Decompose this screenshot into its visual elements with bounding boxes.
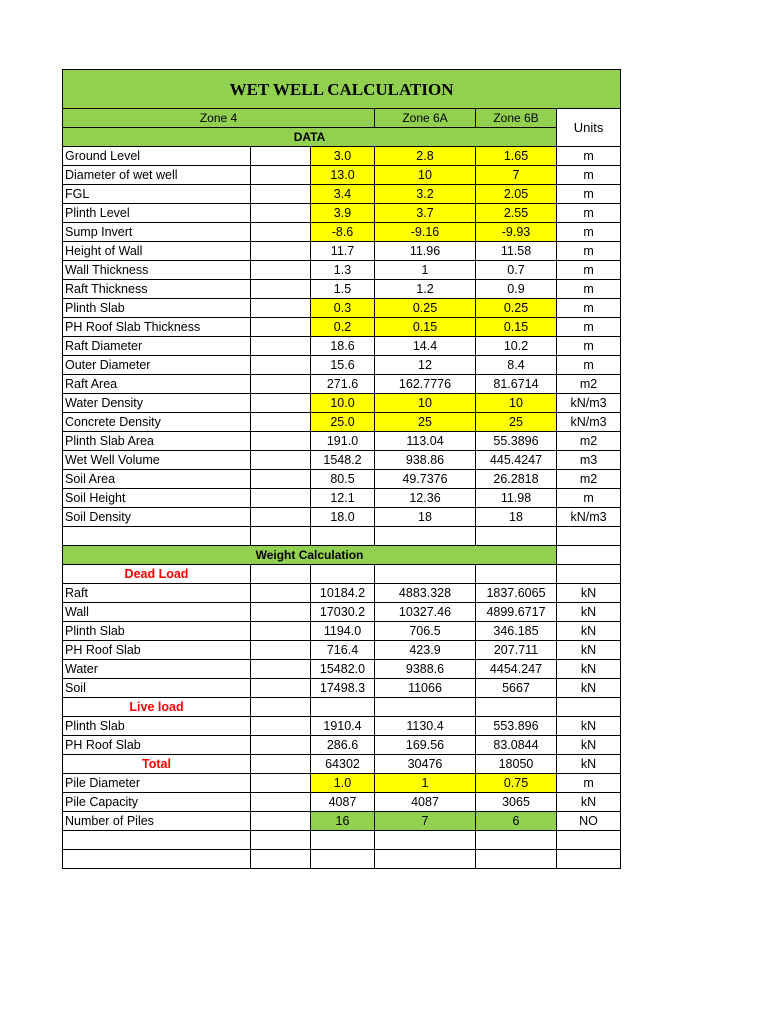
zone-6b-value: 7 bbox=[476, 166, 557, 185]
zone-4-value: 0.2 bbox=[311, 318, 375, 337]
unit-cell: kN bbox=[557, 641, 621, 660]
zone-4-value: 10.0 bbox=[311, 394, 375, 413]
blank-cell bbox=[251, 204, 311, 223]
blank-cell bbox=[251, 660, 311, 679]
zone-6b-value: 0.75 bbox=[476, 774, 557, 793]
data-row bbox=[63, 166, 621, 185]
zone-6b-value: 8.4 bbox=[476, 356, 557, 375]
zone-4-value: -8.6 bbox=[311, 223, 375, 242]
zone-4-value: 1.0 bbox=[311, 774, 375, 793]
zone-4-value: 15482.0 bbox=[311, 660, 375, 679]
zone-4-value: 3.4 bbox=[311, 185, 375, 204]
blank-cell bbox=[251, 166, 311, 185]
zone-6a-value: 11.96 bbox=[375, 242, 476, 261]
zone-4-value: 13.0 bbox=[311, 166, 375, 185]
total-row bbox=[63, 755, 621, 774]
row-label: Soil Area bbox=[63, 470, 251, 489]
blank-cell bbox=[63, 831, 251, 850]
zone-4-value: 1.5 bbox=[311, 280, 375, 299]
blank-cell bbox=[251, 622, 311, 641]
zone-6b-header: Zone 6B bbox=[476, 109, 557, 128]
zone-6a-value: 11066 bbox=[375, 679, 476, 698]
row-label: Plinth Slab bbox=[63, 717, 251, 736]
total-label: Total bbox=[63, 755, 251, 774]
row-label: Water bbox=[63, 660, 251, 679]
blank-cell bbox=[557, 527, 621, 546]
zone-6a-header: Zone 6A bbox=[375, 109, 476, 128]
row-label: Plinth Level bbox=[63, 204, 251, 223]
blank-cell bbox=[251, 584, 311, 603]
row-label: Soil Density bbox=[63, 508, 251, 527]
zone-4-value: 10184.2 bbox=[311, 584, 375, 603]
blank-cell bbox=[251, 755, 311, 774]
zone-6a-value: 12.36 bbox=[375, 489, 476, 508]
wet-well-calculation-table bbox=[62, 69, 621, 869]
data-row bbox=[63, 318, 621, 337]
dead-load-item bbox=[63, 679, 621, 698]
zone-6b-value: 0.7 bbox=[476, 261, 557, 280]
unit-cell: m bbox=[557, 223, 621, 242]
data-row bbox=[63, 337, 621, 356]
data-section-header: DATA bbox=[63, 128, 557, 147]
blank-row bbox=[63, 831, 621, 850]
total-zone-6b: 18050 bbox=[476, 755, 557, 774]
spacer-row bbox=[63, 527, 621, 546]
zone-6a-value: 10327.46 bbox=[375, 603, 476, 622]
data-row bbox=[63, 470, 621, 489]
zone-4-value: 12.1 bbox=[311, 489, 375, 508]
zone-6a-value: 162.7776 bbox=[375, 375, 476, 394]
data-row bbox=[63, 147, 621, 166]
pile-row bbox=[63, 793, 621, 812]
blank-cell bbox=[557, 831, 621, 850]
zone-6a-value: 4883.328 bbox=[375, 584, 476, 603]
zone-4-value: 271.6 bbox=[311, 375, 375, 394]
blank-cell bbox=[251, 717, 311, 736]
live-load-row bbox=[63, 698, 621, 717]
unit-cell: m bbox=[557, 299, 621, 318]
blank-cell bbox=[251, 185, 311, 204]
total-unit: kN bbox=[557, 755, 621, 774]
row-label: PH Roof Slab bbox=[63, 641, 251, 660]
blank-cell bbox=[251, 489, 311, 508]
zone-6a-value: 169.56 bbox=[375, 736, 476, 755]
blank-cell bbox=[311, 831, 375, 850]
row-label: Diameter of wet well bbox=[63, 166, 251, 185]
blank-cell bbox=[63, 850, 251, 869]
zone-6a-value: 2.8 bbox=[375, 147, 476, 166]
zone-6b-value: 18 bbox=[476, 508, 557, 527]
blank-row bbox=[63, 850, 621, 869]
row-label: Water Density bbox=[63, 394, 251, 413]
row-label: Outer Diameter bbox=[63, 356, 251, 375]
data-row bbox=[63, 394, 621, 413]
blank-cell bbox=[63, 527, 251, 546]
blank-cell bbox=[251, 698, 311, 717]
row-label: Wall Thickness bbox=[63, 261, 251, 280]
zone-6b-value: 10 bbox=[476, 394, 557, 413]
row-label: Number of Piles bbox=[63, 812, 251, 831]
zone-6b-value: 4899.6717 bbox=[476, 603, 557, 622]
blank-cell bbox=[251, 603, 311, 622]
zone-6b-value: 207.711 bbox=[476, 641, 557, 660]
unit-cell: kN bbox=[557, 736, 621, 755]
row-label: Soil Height bbox=[63, 489, 251, 508]
row-label: Concrete Density bbox=[63, 413, 251, 432]
zone-4-value: 18.6 bbox=[311, 337, 375, 356]
data-row bbox=[63, 223, 621, 242]
data-row bbox=[63, 375, 621, 394]
unit-cell: kN/m3 bbox=[557, 413, 621, 432]
zone-4-value: 3.0 bbox=[311, 147, 375, 166]
unit-cell: m bbox=[557, 280, 621, 299]
blank-cell bbox=[311, 698, 375, 717]
total-zone-4: 64302 bbox=[311, 755, 375, 774]
zone-6a-value: 1.2 bbox=[375, 280, 476, 299]
zone-6b-value: 1837.6065 bbox=[476, 584, 557, 603]
blank-cell bbox=[311, 850, 375, 869]
zone-6b-value: 346.185 bbox=[476, 622, 557, 641]
zone-6a-value: 4087 bbox=[375, 793, 476, 812]
sheet-title: WET WELL CALCULATION bbox=[63, 70, 621, 109]
total-zone-6a: 30476 bbox=[375, 755, 476, 774]
dead-load-item bbox=[63, 641, 621, 660]
weight-section-header: Weight Calculation bbox=[63, 546, 557, 565]
row-label: FGL bbox=[63, 185, 251, 204]
blank-cell bbox=[557, 546, 621, 565]
unit-cell: kN bbox=[557, 584, 621, 603]
unit-cell: m bbox=[557, 204, 621, 223]
zone-4-value: 17030.2 bbox=[311, 603, 375, 622]
zone-6b-value: 553.896 bbox=[476, 717, 557, 736]
pile-row bbox=[63, 774, 621, 793]
unit-cell: m bbox=[557, 166, 621, 185]
zone-6b-value: 4454.247 bbox=[476, 660, 557, 679]
zone-6b-value: 11.98 bbox=[476, 489, 557, 508]
live-load-item bbox=[63, 736, 621, 755]
unit-cell: kN bbox=[557, 603, 621, 622]
blank-cell bbox=[375, 698, 476, 717]
data-row bbox=[63, 508, 621, 527]
zone-4-value: 25.0 bbox=[311, 413, 375, 432]
unit-cell: m2 bbox=[557, 432, 621, 451]
data-row bbox=[63, 432, 621, 451]
zone-4-value: 191.0 bbox=[311, 432, 375, 451]
blank-cell bbox=[251, 527, 311, 546]
row-label: PH Roof Slab bbox=[63, 736, 251, 755]
zone-6b-value: 2.55 bbox=[476, 204, 557, 223]
zone-4-value: 1910.4 bbox=[311, 717, 375, 736]
weight-section-header-row bbox=[63, 546, 621, 565]
blank-cell bbox=[251, 432, 311, 451]
row-label: Plinth Slab Area bbox=[63, 432, 251, 451]
zone-4-value: 18.0 bbox=[311, 508, 375, 527]
zone-6b-value: 2.05 bbox=[476, 185, 557, 204]
zone-6a-value: 423.9 bbox=[375, 641, 476, 660]
unit-cell: m bbox=[557, 242, 621, 261]
unit-cell: NO bbox=[557, 812, 621, 831]
zone-6a-value: 9388.6 bbox=[375, 660, 476, 679]
blank-cell bbox=[251, 375, 311, 394]
zone-6a-value: 10 bbox=[375, 166, 476, 185]
zone-6a-value: 18 bbox=[375, 508, 476, 527]
zone-6a-value: 10 bbox=[375, 394, 476, 413]
zone-6a-value: 0.25 bbox=[375, 299, 476, 318]
data-row bbox=[63, 261, 621, 280]
zone-4-value: 1.3 bbox=[311, 261, 375, 280]
zone-6b-value: 445.4247 bbox=[476, 451, 557, 470]
blank-cell bbox=[251, 774, 311, 793]
blank-cell bbox=[476, 527, 557, 546]
zone-6a-value: 12 bbox=[375, 356, 476, 375]
zone-4-value: 17498.3 bbox=[311, 679, 375, 698]
zone-6b-value: 25 bbox=[476, 413, 557, 432]
unit-cell: kN bbox=[557, 717, 621, 736]
zone-4-value: 15.6 bbox=[311, 356, 375, 375]
unit-cell: m bbox=[557, 185, 621, 204]
blank-cell bbox=[375, 565, 476, 584]
zone-6b-value: 83.0844 bbox=[476, 736, 557, 755]
zone-4-value: 3.9 bbox=[311, 204, 375, 223]
unit-cell: m bbox=[557, 774, 621, 793]
row-label: Pile Diameter bbox=[63, 774, 251, 793]
live-load-item bbox=[63, 717, 621, 736]
unit-cell: kN bbox=[557, 679, 621, 698]
pile-row bbox=[63, 812, 621, 831]
data-row bbox=[63, 280, 621, 299]
zone-4-header: Zone 4 bbox=[63, 109, 375, 128]
zone-6a-value: 3.7 bbox=[375, 204, 476, 223]
blank-cell bbox=[251, 147, 311, 166]
row-label: Sump Invert bbox=[63, 223, 251, 242]
zone-4-value: 716.4 bbox=[311, 641, 375, 660]
blank-cell bbox=[476, 698, 557, 717]
row-label: Ground Level bbox=[63, 147, 251, 166]
unit-cell: m bbox=[557, 261, 621, 280]
blank-cell bbox=[251, 413, 311, 432]
row-label: Raft Diameter bbox=[63, 337, 251, 356]
row-label: Raft bbox=[63, 584, 251, 603]
blank-cell bbox=[251, 679, 311, 698]
zone-4-value: 80.5 bbox=[311, 470, 375, 489]
zone-6a-value: 3.2 bbox=[375, 185, 476, 204]
zone-6a-value: 1130.4 bbox=[375, 717, 476, 736]
blank-cell bbox=[476, 850, 557, 869]
dead-load-label: Dead Load bbox=[63, 565, 251, 584]
data-row bbox=[63, 413, 621, 432]
zone-6a-value: 1 bbox=[375, 774, 476, 793]
blank-cell bbox=[311, 565, 375, 584]
blank-cell bbox=[375, 850, 476, 869]
zone-6b-value: 0.25 bbox=[476, 299, 557, 318]
row-label: Plinth Slab bbox=[63, 622, 251, 641]
row-label: Raft Area bbox=[63, 375, 251, 394]
zone-4-value: 286.6 bbox=[311, 736, 375, 755]
row-label: Wall bbox=[63, 603, 251, 622]
dead-load-row bbox=[63, 565, 621, 584]
live-load-label: Live load bbox=[63, 698, 251, 717]
zone-6b-value: 26.2818 bbox=[476, 470, 557, 489]
blank-cell bbox=[375, 527, 476, 546]
blank-cell bbox=[251, 299, 311, 318]
dead-load-item bbox=[63, 603, 621, 622]
row-label: Soil bbox=[63, 679, 251, 698]
blank-cell bbox=[251, 831, 311, 850]
zone-6b-value: 1.65 bbox=[476, 147, 557, 166]
blank-cell bbox=[251, 812, 311, 831]
zone-6a-value: 7 bbox=[375, 812, 476, 831]
zone-6a-value: 938.86 bbox=[375, 451, 476, 470]
blank-cell bbox=[251, 641, 311, 660]
blank-cell bbox=[557, 698, 621, 717]
unit-cell: m bbox=[557, 356, 621, 375]
dead-load-item bbox=[63, 622, 621, 641]
zone-6b-value: 0.15 bbox=[476, 318, 557, 337]
data-row bbox=[63, 185, 621, 204]
zone-6a-value: 25 bbox=[375, 413, 476, 432]
blank-cell bbox=[251, 470, 311, 489]
row-label: Wet Well Volume bbox=[63, 451, 251, 470]
unit-cell: m bbox=[557, 318, 621, 337]
blank-cell bbox=[557, 850, 621, 869]
unit-cell: kN/m3 bbox=[557, 394, 621, 413]
blank-cell bbox=[557, 565, 621, 584]
zone-4-value: 1548.2 bbox=[311, 451, 375, 470]
data-row bbox=[63, 242, 621, 261]
zone-6b-value: -9.93 bbox=[476, 223, 557, 242]
blank-cell bbox=[251, 318, 311, 337]
row-label: Height of Wall bbox=[63, 242, 251, 261]
unit-cell: kN bbox=[557, 622, 621, 641]
zone-6a-value: -9.16 bbox=[375, 223, 476, 242]
unit-cell: m2 bbox=[557, 470, 621, 489]
zone-6a-value: 0.15 bbox=[375, 318, 476, 337]
unit-cell: kN bbox=[557, 793, 621, 812]
blank-cell bbox=[251, 565, 311, 584]
zone-4-value: 11.7 bbox=[311, 242, 375, 261]
zone-4-value: 1194.0 bbox=[311, 622, 375, 641]
zone-6b-value: 0.9 bbox=[476, 280, 557, 299]
zone-6a-value: 706.5 bbox=[375, 622, 476, 641]
blank-cell bbox=[251, 793, 311, 812]
unit-cell: m bbox=[557, 147, 621, 166]
unit-cell: m3 bbox=[557, 451, 621, 470]
unit-cell: m2 bbox=[557, 375, 621, 394]
zone-6b-value: 6 bbox=[476, 812, 557, 831]
zone-6a-value: 14.4 bbox=[375, 337, 476, 356]
blank-cell bbox=[251, 356, 311, 375]
zone-4-value: 0.3 bbox=[311, 299, 375, 318]
zone-6b-value: 11.58 bbox=[476, 242, 557, 261]
zone-4-value: 4087 bbox=[311, 793, 375, 812]
unit-cell: m bbox=[557, 337, 621, 356]
data-row bbox=[63, 356, 621, 375]
blank-cell bbox=[251, 451, 311, 470]
unit-cell: m bbox=[557, 489, 621, 508]
row-label: PH Roof Slab Thickness bbox=[63, 318, 251, 337]
zone-6b-value: 81.6714 bbox=[476, 375, 557, 394]
blank-cell bbox=[251, 736, 311, 755]
zone-6b-value: 3065 bbox=[476, 793, 557, 812]
data-row bbox=[63, 489, 621, 508]
blank-cell bbox=[476, 831, 557, 850]
unit-cell: kN bbox=[557, 660, 621, 679]
units-header: Units bbox=[557, 109, 621, 147]
data-row bbox=[63, 204, 621, 223]
unit-cell: kN/m3 bbox=[557, 508, 621, 527]
zone-6b-value: 55.3896 bbox=[476, 432, 557, 451]
blank-cell bbox=[251, 280, 311, 299]
zone-6b-value: 5667 bbox=[476, 679, 557, 698]
blank-cell bbox=[251, 261, 311, 280]
row-label: Plinth Slab bbox=[63, 299, 251, 318]
zone-6b-value: 10.2 bbox=[476, 337, 557, 356]
row-label: Raft Thickness bbox=[63, 280, 251, 299]
row-label: Pile Capacity bbox=[63, 793, 251, 812]
zone-4-value: 16 bbox=[311, 812, 375, 831]
blank-cell bbox=[476, 565, 557, 584]
blank-cell bbox=[251, 394, 311, 413]
blank-cell bbox=[311, 527, 375, 546]
dead-load-item bbox=[63, 660, 621, 679]
data-row bbox=[63, 451, 621, 470]
blank-cell bbox=[251, 337, 311, 356]
blank-cell bbox=[251, 223, 311, 242]
blank-cell bbox=[251, 850, 311, 869]
dead-load-item bbox=[63, 584, 621, 603]
zone-6a-value: 49.7376 bbox=[375, 470, 476, 489]
zone-6a-value: 1 bbox=[375, 261, 476, 280]
blank-cell bbox=[375, 831, 476, 850]
blank-cell bbox=[251, 242, 311, 261]
data-row bbox=[63, 299, 621, 318]
blank-cell bbox=[251, 508, 311, 527]
zone-6a-value: 113.04 bbox=[375, 432, 476, 451]
